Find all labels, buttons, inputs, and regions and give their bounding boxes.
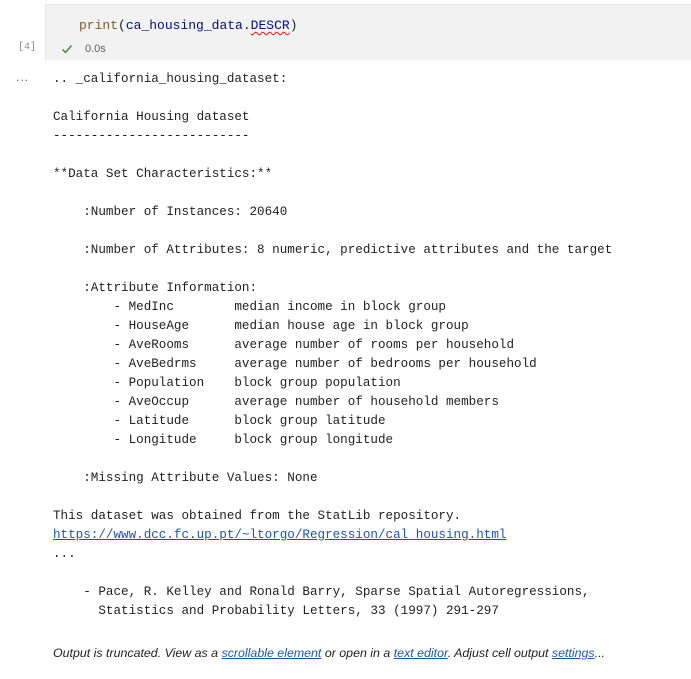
output-line: Statistics and Probability Letters, 33 (1997) 291-297 <box>53 604 499 618</box>
code-token-open-paren: ( <box>118 18 126 33</box>
truncated-middle: or open in a <box>321 646 394 660</box>
output-line: ... <box>53 547 76 561</box>
output-line: - MedInc median income in block group <box>53 300 446 314</box>
truncated-prefix: Output is truncated. View as a <box>53 646 222 660</box>
code-token-variable: ca_housing_data <box>125 18 243 33</box>
output-line: - Latitude block group latitude <box>53 414 386 428</box>
output-line: :Number of Instances: 20640 <box>53 205 288 219</box>
execution-status <box>60 41 106 57</box>
output-line <box>53 450 612 469</box>
output-line: - AveOccup average number of household members <box>53 395 499 409</box>
output-line: - AveRooms average number of rooms per household <box>53 338 515 352</box>
output-line: -------------------------- <box>53 129 250 143</box>
output-line: - Population block group population <box>53 376 401 390</box>
output-line: :Missing Attribute Values: None <box>53 471 318 485</box>
output-line: :Attribute Information: <box>53 281 258 295</box>
output-line: - HouseAge median house age in block group <box>53 319 469 333</box>
execution-duration: 0.0s <box>85 43 106 55</box>
output-line <box>53 222 612 241</box>
code-token-close-paren: ) <box>289 18 298 33</box>
output-truncated-notice <box>53 646 605 660</box>
statlib-url-link[interactable]: https://www.dcc.fc.up.pt/~ltorgo/Regression/cal_housing.html <box>53 528 507 542</box>
settings-link[interactable]: settings <box>551 646 595 660</box>
output-line: **Data Set Characteristics:** <box>53 167 273 181</box>
scrollable-element-link[interactable]: scrollable element <box>221 646 322 660</box>
output-line: California Housing dataset <box>53 110 250 124</box>
cell-output <box>53 70 612 621</box>
output-line <box>53 564 612 583</box>
code-cell[interactable] <box>45 4 691 60</box>
code-token-attribute: DESCR <box>250 18 290 33</box>
output-line: This dataset was obtained from the StatLib repository. <box>53 509 462 523</box>
text-editor-link[interactable]: text editor <box>393 646 448 660</box>
output-line: - Pace, R. Kelley and Ronald Barry, Sparse Spatial Autoregressions, <box>53 585 590 599</box>
output-line: :Number of Attributes: 8 numeric, predictive attributes and the target <box>53 243 613 257</box>
output-line <box>53 146 612 165</box>
output-line: - AveBedrms average number of bedrooms per household <box>53 357 537 371</box>
output-line: - Longitude block group longitude <box>53 433 394 447</box>
check-icon <box>60 42 74 56</box>
output-line <box>53 184 612 203</box>
output-line <box>53 260 612 279</box>
output-line <box>53 488 612 507</box>
output-link-line <box>53 526 612 545</box>
code-token-dot: . <box>242 18 251 33</box>
output-line <box>53 89 612 108</box>
truncated-suffix: . Adjust cell output <box>447 646 552 660</box>
code-token-function: print <box>79 18 119 33</box>
truncated-ellipsis: ... <box>594 646 605 660</box>
code-editor-line[interactable] <box>79 17 298 35</box>
execution-count: [4] <box>18 42 37 53</box>
output-more-actions-button[interactable]: ... <box>16 70 30 84</box>
output-line: .. _california_housing_dataset: <box>53 72 288 86</box>
